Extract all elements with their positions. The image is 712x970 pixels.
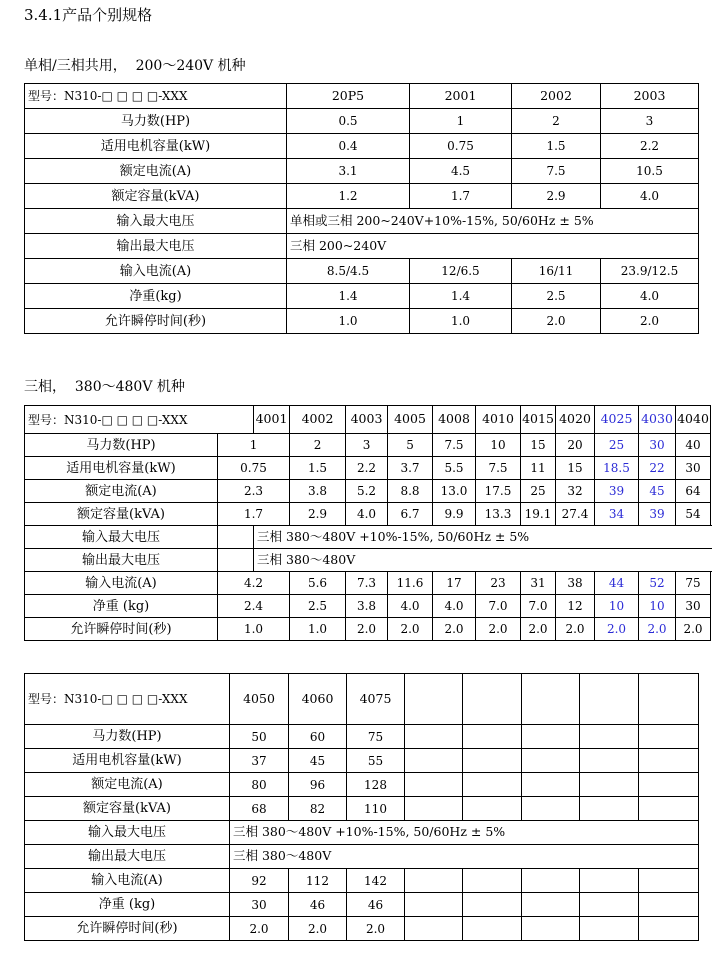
value-cell: 7.0 — [476, 595, 521, 618]
value-cell: 27.4 — [556, 503, 595, 526]
blank-cell — [580, 797, 639, 821]
value-cell: 7.5 — [476, 457, 521, 480]
value-cell: 10.5 — [601, 159, 699, 184]
value-cell: 30 — [676, 595, 711, 618]
blank-cell — [405, 893, 463, 917]
blank-cell — [522, 917, 580, 941]
blank-cell — [463, 749, 522, 773]
value-cell: 45 — [289, 749, 347, 773]
value-cell: 46 — [347, 893, 405, 917]
value-cell: 2.0 — [676, 618, 711, 641]
blank-cell — [405, 797, 463, 821]
value-cell: 52 — [639, 572, 676, 595]
value-cell: 34 — [595, 503, 639, 526]
spec-table-200v — [24, 83, 699, 334]
value-cell: 2.0 — [521, 618, 556, 641]
value-cell: 3.8 — [290, 480, 346, 503]
value-cell: 17.5 — [476, 480, 521, 503]
row-label: 输出最大电压 — [25, 234, 287, 259]
value-cell: 1.7 — [410, 184, 512, 209]
row-label: 额定电流(A) — [25, 159, 287, 184]
value-cell: 8.5/4.5 — [287, 259, 410, 284]
value-cell: 4.0 — [346, 503, 388, 526]
blank-cell — [463, 917, 522, 941]
model-label: 型号：N310-□ □ □ □-XXX — [25, 84, 287, 109]
value-cell: 1.4 — [287, 284, 410, 309]
value-cell: 23.9/12.5 — [601, 259, 699, 284]
spec-table-400v-b — [24, 673, 699, 941]
value-cell: 2.5 — [290, 595, 346, 618]
value-cell: 2.0 — [433, 618, 476, 641]
row-label: 额定电流(A) — [25, 480, 218, 503]
value-cell: 1.0 — [218, 618, 290, 641]
model-cell: 4030 — [639, 406, 676, 434]
blank-cell — [405, 725, 463, 749]
row-label: 马力数(HP) — [25, 434, 218, 457]
blank-cell — [463, 797, 522, 821]
table-row-max-output — [25, 549, 712, 572]
row-label: 允许瞬停时间(秒) — [25, 309, 287, 334]
value-cell: 3 — [601, 109, 699, 134]
value-cell: 2.0 — [346, 618, 388, 641]
blank-cell — [522, 797, 580, 821]
model-cell: 2003 — [601, 84, 699, 109]
blank-cell — [218, 549, 254, 572]
value-cell: 96 — [289, 773, 347, 797]
value-cell: 18.5 — [595, 457, 639, 480]
value-cell: 2.2 — [601, 134, 699, 159]
blank-cell — [580, 893, 639, 917]
table-row-input-current — [25, 259, 699, 284]
value-cell: 3.1 — [287, 159, 410, 184]
value-cell: 11.6 — [388, 572, 433, 595]
blank-cell — [405, 869, 463, 893]
value-cell: 39 — [639, 503, 676, 526]
value-cell: 3 — [346, 434, 388, 457]
value-cell: 5.5 — [433, 457, 476, 480]
row-label: 马力数(HP) — [25, 725, 230, 749]
row-label: 输入电流(A) — [25, 259, 287, 284]
value-cell: 32 — [556, 480, 595, 503]
value-cell: 12 — [556, 595, 595, 618]
value-cell: 0.75 — [410, 134, 512, 159]
value-cell: 1.5 — [290, 457, 346, 480]
value-cell: 3.8 — [346, 595, 388, 618]
value-cell: 1.4 — [410, 284, 512, 309]
blank-cell — [463, 773, 522, 797]
value-cell: 5 — [388, 434, 433, 457]
value-cell: 2.0 — [230, 917, 289, 941]
table-row-max-input — [25, 526, 712, 549]
value-cell: 60 — [289, 725, 347, 749]
value-cell: 2.0 — [289, 917, 347, 941]
blank-cell — [639, 749, 699, 773]
value-cell: 25 — [521, 480, 556, 503]
table-row-hp — [25, 725, 699, 749]
model-cell: 2001 — [410, 84, 512, 109]
value-cell: 75 — [676, 572, 711, 595]
value-cell: 4.0 — [601, 284, 699, 309]
value-cell: 6.7 — [388, 503, 433, 526]
value-cell: 2.0 — [595, 618, 639, 641]
value-cell: 7.3 — [346, 572, 388, 595]
model-cell: 4003 — [346, 406, 388, 434]
blank-cell — [218, 526, 254, 549]
value-cell: 5.6 — [290, 572, 346, 595]
value-cell: 2.0 — [388, 618, 433, 641]
three-phase-subtitle: 三相， 380～480V 机种 — [24, 379, 185, 395]
value-cell: 37 — [230, 749, 289, 773]
table-row-max-output — [25, 845, 699, 869]
blank-cell — [522, 725, 580, 749]
table-row-max-input — [25, 821, 699, 845]
model-label: 型号：N310-□ □ □ □-XXX — [25, 406, 254, 434]
table-row-model — [25, 406, 712, 434]
row-label: 额定容量(kVA) — [25, 184, 287, 209]
value-cell: 2.0 — [347, 917, 405, 941]
value-cell: 2.0 — [512, 309, 601, 334]
value-cell: 92 — [230, 869, 289, 893]
model-cell: 4050 — [230, 674, 289, 725]
model-cell: 4020 — [556, 406, 595, 434]
value-cell: 15 — [556, 457, 595, 480]
blank-cell — [580, 749, 639, 773]
value-cell: 2.0 — [556, 618, 595, 641]
model-cell: 4002 — [290, 406, 346, 434]
blank-cell — [463, 674, 522, 725]
value-cell: 2.2 — [346, 457, 388, 480]
row-label: 适用电机容量(kW) — [25, 749, 230, 773]
table-row-current — [25, 480, 712, 503]
blank-cell — [639, 917, 699, 941]
value-cell: 39 — [595, 480, 639, 503]
value-cell: 15 — [521, 434, 556, 457]
value-cell: 2.0 — [476, 618, 521, 641]
value-cell: 10 — [595, 595, 639, 618]
row-label: 输入最大电压 — [25, 821, 230, 845]
value-cell: 16/11 — [512, 259, 601, 284]
value-cell: 13.3 — [476, 503, 521, 526]
blank-cell — [580, 674, 639, 725]
model-cell: 4001 — [254, 406, 290, 434]
max-input-value: 三相 380～480V +10%-15%, 50/60Hz ± 5% — [230, 821, 699, 845]
value-cell: 2.4 — [218, 595, 290, 618]
value-cell: 2.9 — [512, 184, 601, 209]
max-output-value: 三相 200~240V — [287, 234, 699, 259]
value-cell: 50 — [230, 725, 289, 749]
row-label: 适用电机容量(kW) — [25, 457, 218, 480]
blank-cell — [580, 869, 639, 893]
value-cell: 25 — [595, 434, 639, 457]
row-label: 额定容量(kVA) — [25, 797, 230, 821]
table-row-motor — [25, 457, 712, 480]
value-cell: 1.5 — [512, 134, 601, 159]
table-row-capacity — [25, 184, 699, 209]
model-cell: 4075 — [347, 674, 405, 725]
value-cell: 45 — [639, 480, 676, 503]
table-row-input-current — [25, 869, 699, 893]
model-cell: 4010 — [476, 406, 521, 434]
model-cell: 4060 — [289, 674, 347, 725]
table-row-stop — [25, 917, 699, 941]
value-cell: 19.1 — [521, 503, 556, 526]
value-cell: 4.0 — [601, 184, 699, 209]
value-cell: 4.0 — [388, 595, 433, 618]
blank-cell — [405, 917, 463, 941]
table-row-weight — [25, 893, 699, 917]
value-cell: 12/6.5 — [410, 259, 512, 284]
table-row-model — [25, 674, 699, 725]
value-cell: 46 — [289, 893, 347, 917]
value-cell: 13.0 — [433, 480, 476, 503]
table-row-hp — [25, 109, 699, 134]
table-row-max-output — [25, 234, 699, 259]
value-cell: 7.0 — [521, 595, 556, 618]
row-label: 适用电机容量(kW) — [25, 134, 287, 159]
blank-cell — [405, 674, 463, 725]
value-cell: 8.8 — [388, 480, 433, 503]
row-label: 允许瞬停时间(秒) — [25, 618, 218, 641]
table-row-max-input — [25, 209, 699, 234]
value-cell: 7.5 — [512, 159, 601, 184]
blank-cell — [639, 869, 699, 893]
value-cell: 23 — [476, 572, 521, 595]
model-cell: 4005 — [388, 406, 433, 434]
row-label: 允许瞬停时间(秒) — [25, 917, 230, 941]
value-cell: 4.5 — [410, 159, 512, 184]
blank-cell — [463, 869, 522, 893]
value-cell: 31 — [521, 572, 556, 595]
value-cell: 142 — [347, 869, 405, 893]
table-row-model — [25, 84, 699, 109]
table-row-weight — [25, 595, 712, 618]
blank-cell — [522, 773, 580, 797]
model-cell: 2002 — [512, 84, 601, 109]
blank-cell — [522, 674, 580, 725]
value-cell: 11 — [521, 457, 556, 480]
value-cell: 2.0 — [601, 309, 699, 334]
row-label: 净重 (kg) — [25, 893, 230, 917]
max-input-value: 单相或三相 200~240V+10%-15%, 50/60Hz ± 5% — [287, 209, 699, 234]
row-label: 净重(kg) — [25, 284, 287, 309]
table-row-capacity — [25, 797, 699, 821]
value-cell: 2.5 — [512, 284, 601, 309]
row-label: 输出最大电压 — [25, 845, 230, 869]
blank-cell — [463, 893, 522, 917]
row-label: 输入最大电压 — [25, 209, 287, 234]
value-cell: 10 — [639, 595, 676, 618]
value-cell: 2.9 — [290, 503, 346, 526]
spec-table-400v-a — [24, 405, 712, 641]
table-row-weight — [25, 284, 699, 309]
row-label: 输入最大电压 — [25, 526, 218, 549]
model-label: 型号：N310-□ □ □ □-XXX — [25, 674, 230, 725]
blank-cell — [639, 674, 699, 725]
value-cell: 1.2 — [287, 184, 410, 209]
blank-cell — [639, 797, 699, 821]
value-cell: 20 — [556, 434, 595, 457]
table-row-current — [25, 773, 699, 797]
value-cell: 4.2 — [218, 572, 290, 595]
value-cell: 0.5 — [287, 109, 410, 134]
section-title: 3.4.1产品个别规格 — [24, 6, 153, 24]
blank-cell — [639, 893, 699, 917]
value-cell: 44 — [595, 572, 639, 595]
value-cell: 80 — [230, 773, 289, 797]
value-cell: 38 — [556, 572, 595, 595]
value-cell: 1 — [410, 109, 512, 134]
value-cell: 3.7 — [388, 457, 433, 480]
value-cell: 64 — [676, 480, 711, 503]
value-cell: 54 — [676, 503, 711, 526]
blank-cell — [580, 725, 639, 749]
value-cell: 17 — [433, 572, 476, 595]
value-cell: 2.3 — [218, 480, 290, 503]
value-cell: 75 — [347, 725, 405, 749]
row-label: 额定电流(A) — [25, 773, 230, 797]
value-cell: 9.9 — [433, 503, 476, 526]
value-cell: 5.2 — [346, 480, 388, 503]
value-cell: 7.5 — [433, 434, 476, 457]
value-cell: 68 — [230, 797, 289, 821]
value-cell: 1.0 — [290, 618, 346, 641]
row-label: 马力数(HP) — [25, 109, 287, 134]
model-cell: 4008 — [433, 406, 476, 434]
table-row-stop — [25, 309, 699, 334]
value-cell: 1.0 — [287, 309, 410, 334]
value-cell: 55 — [347, 749, 405, 773]
value-cell: 2 — [512, 109, 601, 134]
table-row-motor — [25, 134, 699, 159]
value-cell: 0.75 — [218, 457, 290, 480]
blank-cell — [522, 893, 580, 917]
row-label: 额定容量(kVA) — [25, 503, 218, 526]
single-three-phase-subtitle: 单相/三相共用， 200～240V 机种 — [24, 58, 246, 74]
max-input-value: 三相 380～480V +10%-15%, 50/60Hz ± 5% — [254, 526, 712, 549]
table-row-hp — [25, 434, 712, 457]
table-row-stop — [25, 618, 712, 641]
value-cell: 30 — [639, 434, 676, 457]
table-row-motor — [25, 749, 699, 773]
blank-cell — [639, 725, 699, 749]
blank-cell — [522, 749, 580, 773]
blank-cell — [522, 869, 580, 893]
model-cell: 4025 — [595, 406, 639, 434]
value-cell: 82 — [289, 797, 347, 821]
value-cell: 30 — [230, 893, 289, 917]
value-cell: 22 — [639, 457, 676, 480]
model-cell: 20P5 — [287, 84, 410, 109]
blank-cell — [405, 773, 463, 797]
value-cell: 4.0 — [433, 595, 476, 618]
max-output-value: 三相 380～480V — [230, 845, 699, 869]
value-cell: 110 — [347, 797, 405, 821]
value-cell: 1.0 — [410, 309, 512, 334]
table-row-capacity — [25, 503, 712, 526]
value-cell: 128 — [347, 773, 405, 797]
value-cell: 112 — [289, 869, 347, 893]
max-output-value: 三相 380～480V — [254, 549, 712, 572]
blank-cell — [463, 725, 522, 749]
blank-cell — [580, 917, 639, 941]
value-cell: 10 — [476, 434, 521, 457]
value-cell: 30 — [676, 457, 711, 480]
value-cell: 40 — [676, 434, 711, 457]
row-label: 净重 (kg) — [25, 595, 218, 618]
blank-cell — [580, 773, 639, 797]
row-label: 输出最大电压 — [25, 549, 218, 572]
model-cell: 4040 — [676, 406, 711, 434]
table-row-input-current — [25, 572, 712, 595]
value-cell: 0.4 — [287, 134, 410, 159]
value-cell: 1.7 — [218, 503, 290, 526]
table-row-current — [25, 159, 699, 184]
model-cell: 4015 — [521, 406, 556, 434]
blank-cell — [405, 749, 463, 773]
value-cell: 2 — [290, 434, 346, 457]
row-label: 输入电流(A) — [25, 869, 230, 893]
value-cell: 1 — [218, 434, 290, 457]
value-cell: 2.0 — [639, 618, 676, 641]
blank-cell — [639, 773, 699, 797]
row-label: 输入电流(A) — [25, 572, 218, 595]
